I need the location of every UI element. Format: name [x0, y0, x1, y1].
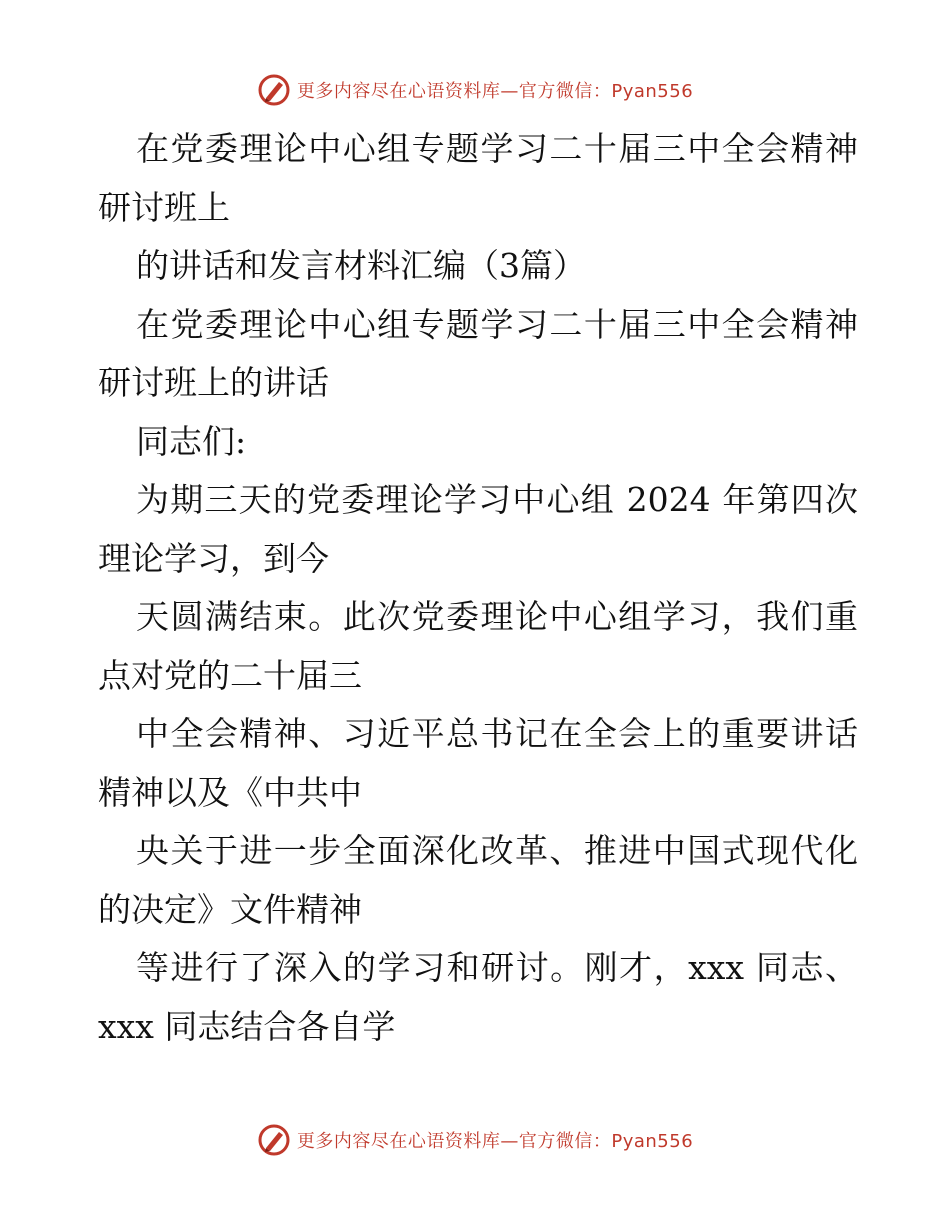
pen-logo-icon [257, 73, 291, 107]
text-line: xxx 同志结合各自学 [98, 1006, 396, 1046]
text-line: 研讨班上 [98, 187, 230, 227]
text-line: 等进行了深入的学习和研讨。刚才，xxx 同志、 [136, 948, 858, 987]
text-line: 同志们: [136, 421, 247, 461]
text-line: 的讲话和发言材料汇编（3篇） [136, 246, 586, 285]
text-line: 在党委理论中心组专题学习二十届三中全会精神 [136, 129, 858, 168]
text-line: 为期三天的党委理论学习中心组 2024 年第四次 [136, 480, 858, 519]
text-line: 理论学习，到今 [98, 538, 329, 578]
text-line: 在党委理论中心组专题学习二十届三中全会精神 [136, 304, 858, 344]
text-line: 中全会精神、习近平总书记在全会上的重要讲话 [136, 714, 858, 753]
text-line: 点对党的二十届三 [98, 655, 362, 695]
header-banner-text: 更多内容尽在心语资料库—官方微信：Pyan556 [296, 81, 694, 102]
text-line: 精神以及《中共中 [98, 772, 362, 812]
header-banner [0, 70, 950, 110]
text-line: 央关于进一步全面深化改革、推进中国式现代化 [136, 831, 858, 870]
footer-banner-text: 更多内容尽在心语资料库—官方微信：Pyan556 [296, 1131, 694, 1152]
text-line: 的决定》文件精神 [98, 889, 362, 929]
document-body [98, 120, 858, 1056]
footer-banner [0, 1120, 950, 1160]
pen-logo-icon [257, 1123, 291, 1157]
text-line: 研讨班上的讲话 [98, 363, 329, 402]
text-line: 天圆满结束。此次党委理论中心组学习，我们重 [136, 597, 858, 636]
